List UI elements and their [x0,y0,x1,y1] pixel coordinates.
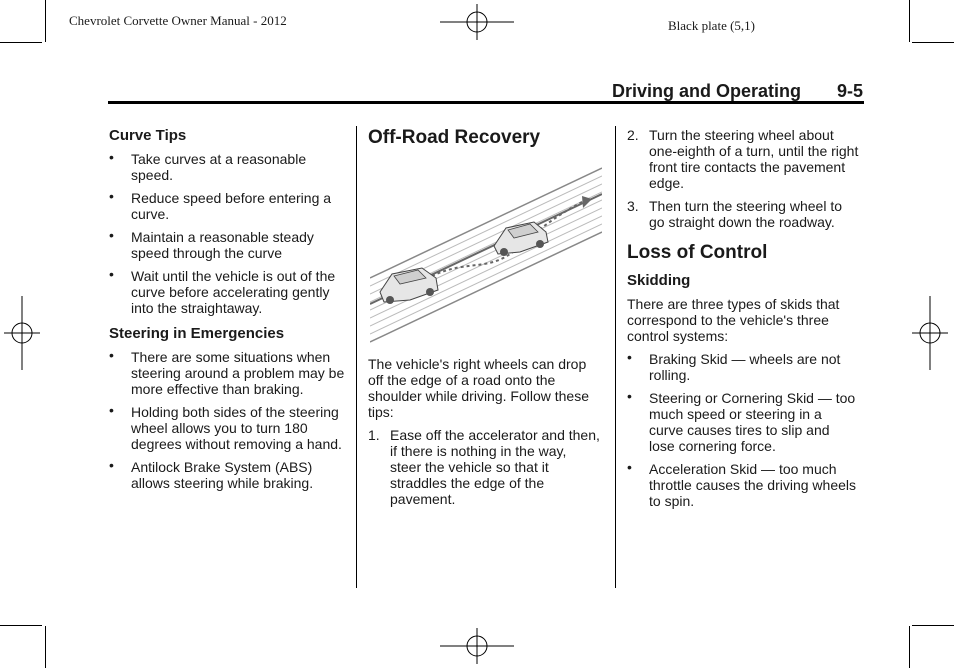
plate-label: Black plate (5,1) [668,18,755,33]
crop-mark [45,0,46,42]
list-item [109,151,349,183]
list-item [109,229,349,261]
step-text: Ease off the accelerator and then, if there is nothing in the way, steer the vehicle so that it straddles the edge of the pavement. [390,427,600,507]
bullet: • [109,266,114,282]
crop-mark [909,0,910,42]
crop-mark [912,625,954,626]
curve-tips-heading: Curve Tips [109,127,187,144]
list-item-text: Holding both sides of the steering wheel allows you to turn 180 degrees without removing a hand. [131,404,342,452]
bullet: • [627,459,632,475]
crop-mark [45,626,46,668]
car-1 [380,268,438,304]
loss-of-control-heading: Loss of Control [627,242,768,263]
section-title: Driving and Operating [612,81,802,101]
column-divider [356,126,357,588]
bullet: • [109,402,114,418]
bullet: • [109,457,114,473]
list-item-text: Steering or Cornering Skid — too much speed or steering in a curve causes tires to slip and lose cornering force. [649,390,856,454]
list-item-text: Maintain a reasonable steady speed through the curve [131,229,314,261]
registration-mark-bottom [440,628,514,664]
skidding-heading: Skidding [627,272,691,289]
list-item-text: Antilock Brake System (ABS) allows steering while braking. [131,459,314,491]
step-number: 1. [368,427,380,443]
list-item-text: Reduce speed before entering a curve. [131,190,332,222]
list-item [109,404,349,452]
bullet: • [627,349,632,365]
skidding-intro: There are three types of skids that correspond to the vehicle's three control systems: [627,296,840,344]
bullet: • [109,149,114,165]
bullet: • [109,227,114,243]
step-number: 3. [627,198,639,214]
list-item-text: There are some situations when steering around a problem may be more effective than braking. [131,349,345,397]
list-item [109,349,349,397]
list-item-text: Wait until the vehicle is out of the curve before accelerating gently into the straightaway. [131,268,336,316]
off-road-intro: The vehicle's right wheels can drop off the edge of a road onto the shoulder while driving. Follow these tips: [368,356,589,420]
page-number: 9-5 [837,81,864,101]
list-item-text: Acceleration Skid — too much throttle causes the driving wheels to spin. [649,461,856,509]
numbered-step [627,127,859,191]
column-middle [368,127,600,149]
list-item [627,390,859,454]
registration-mark-top [440,4,514,40]
off-road-heading: Off-Road Recovery [368,127,541,148]
step-text: Turn the steering wheel about one-eighth of a turn, until the right front tire contacts the pavement edge. [649,127,859,191]
crop-mark [0,625,42,626]
list-item [627,461,859,509]
bullet: • [627,388,632,404]
bullet: • [109,347,114,363]
crop-mark [912,42,954,43]
crop-mark [909,626,910,668]
step-text: Then turn the steering wheel to go straight down the roadway. [649,198,843,230]
list-item-text: Take curves at a reasonable speed. [131,151,307,183]
list-item [109,190,349,222]
crop-mark [0,42,42,43]
manual-title: Chevrolet Corvette Owner Manual - 2012 [69,13,287,28]
header-rule [108,101,864,104]
registration-mark-right [912,296,948,370]
numbered-step [627,198,859,230]
step-number: 2. [627,127,639,143]
registration-mark-left [4,296,40,370]
column-left [109,127,349,491]
steering-emergencies-heading: Steering in Emergencies [109,325,285,342]
list-item [627,351,859,383]
numbered-step [368,427,600,507]
list-item [109,268,349,316]
car-2 [494,222,548,256]
column-right [627,127,859,509]
list-item-text: Braking Skid — wheels are not rolling. [649,351,841,383]
off-road-recovery-illustration [370,166,602,346]
bullet: • [109,188,114,204]
column-middle-text [368,356,600,507]
column-divider [615,126,616,588]
list-item [109,459,349,491]
